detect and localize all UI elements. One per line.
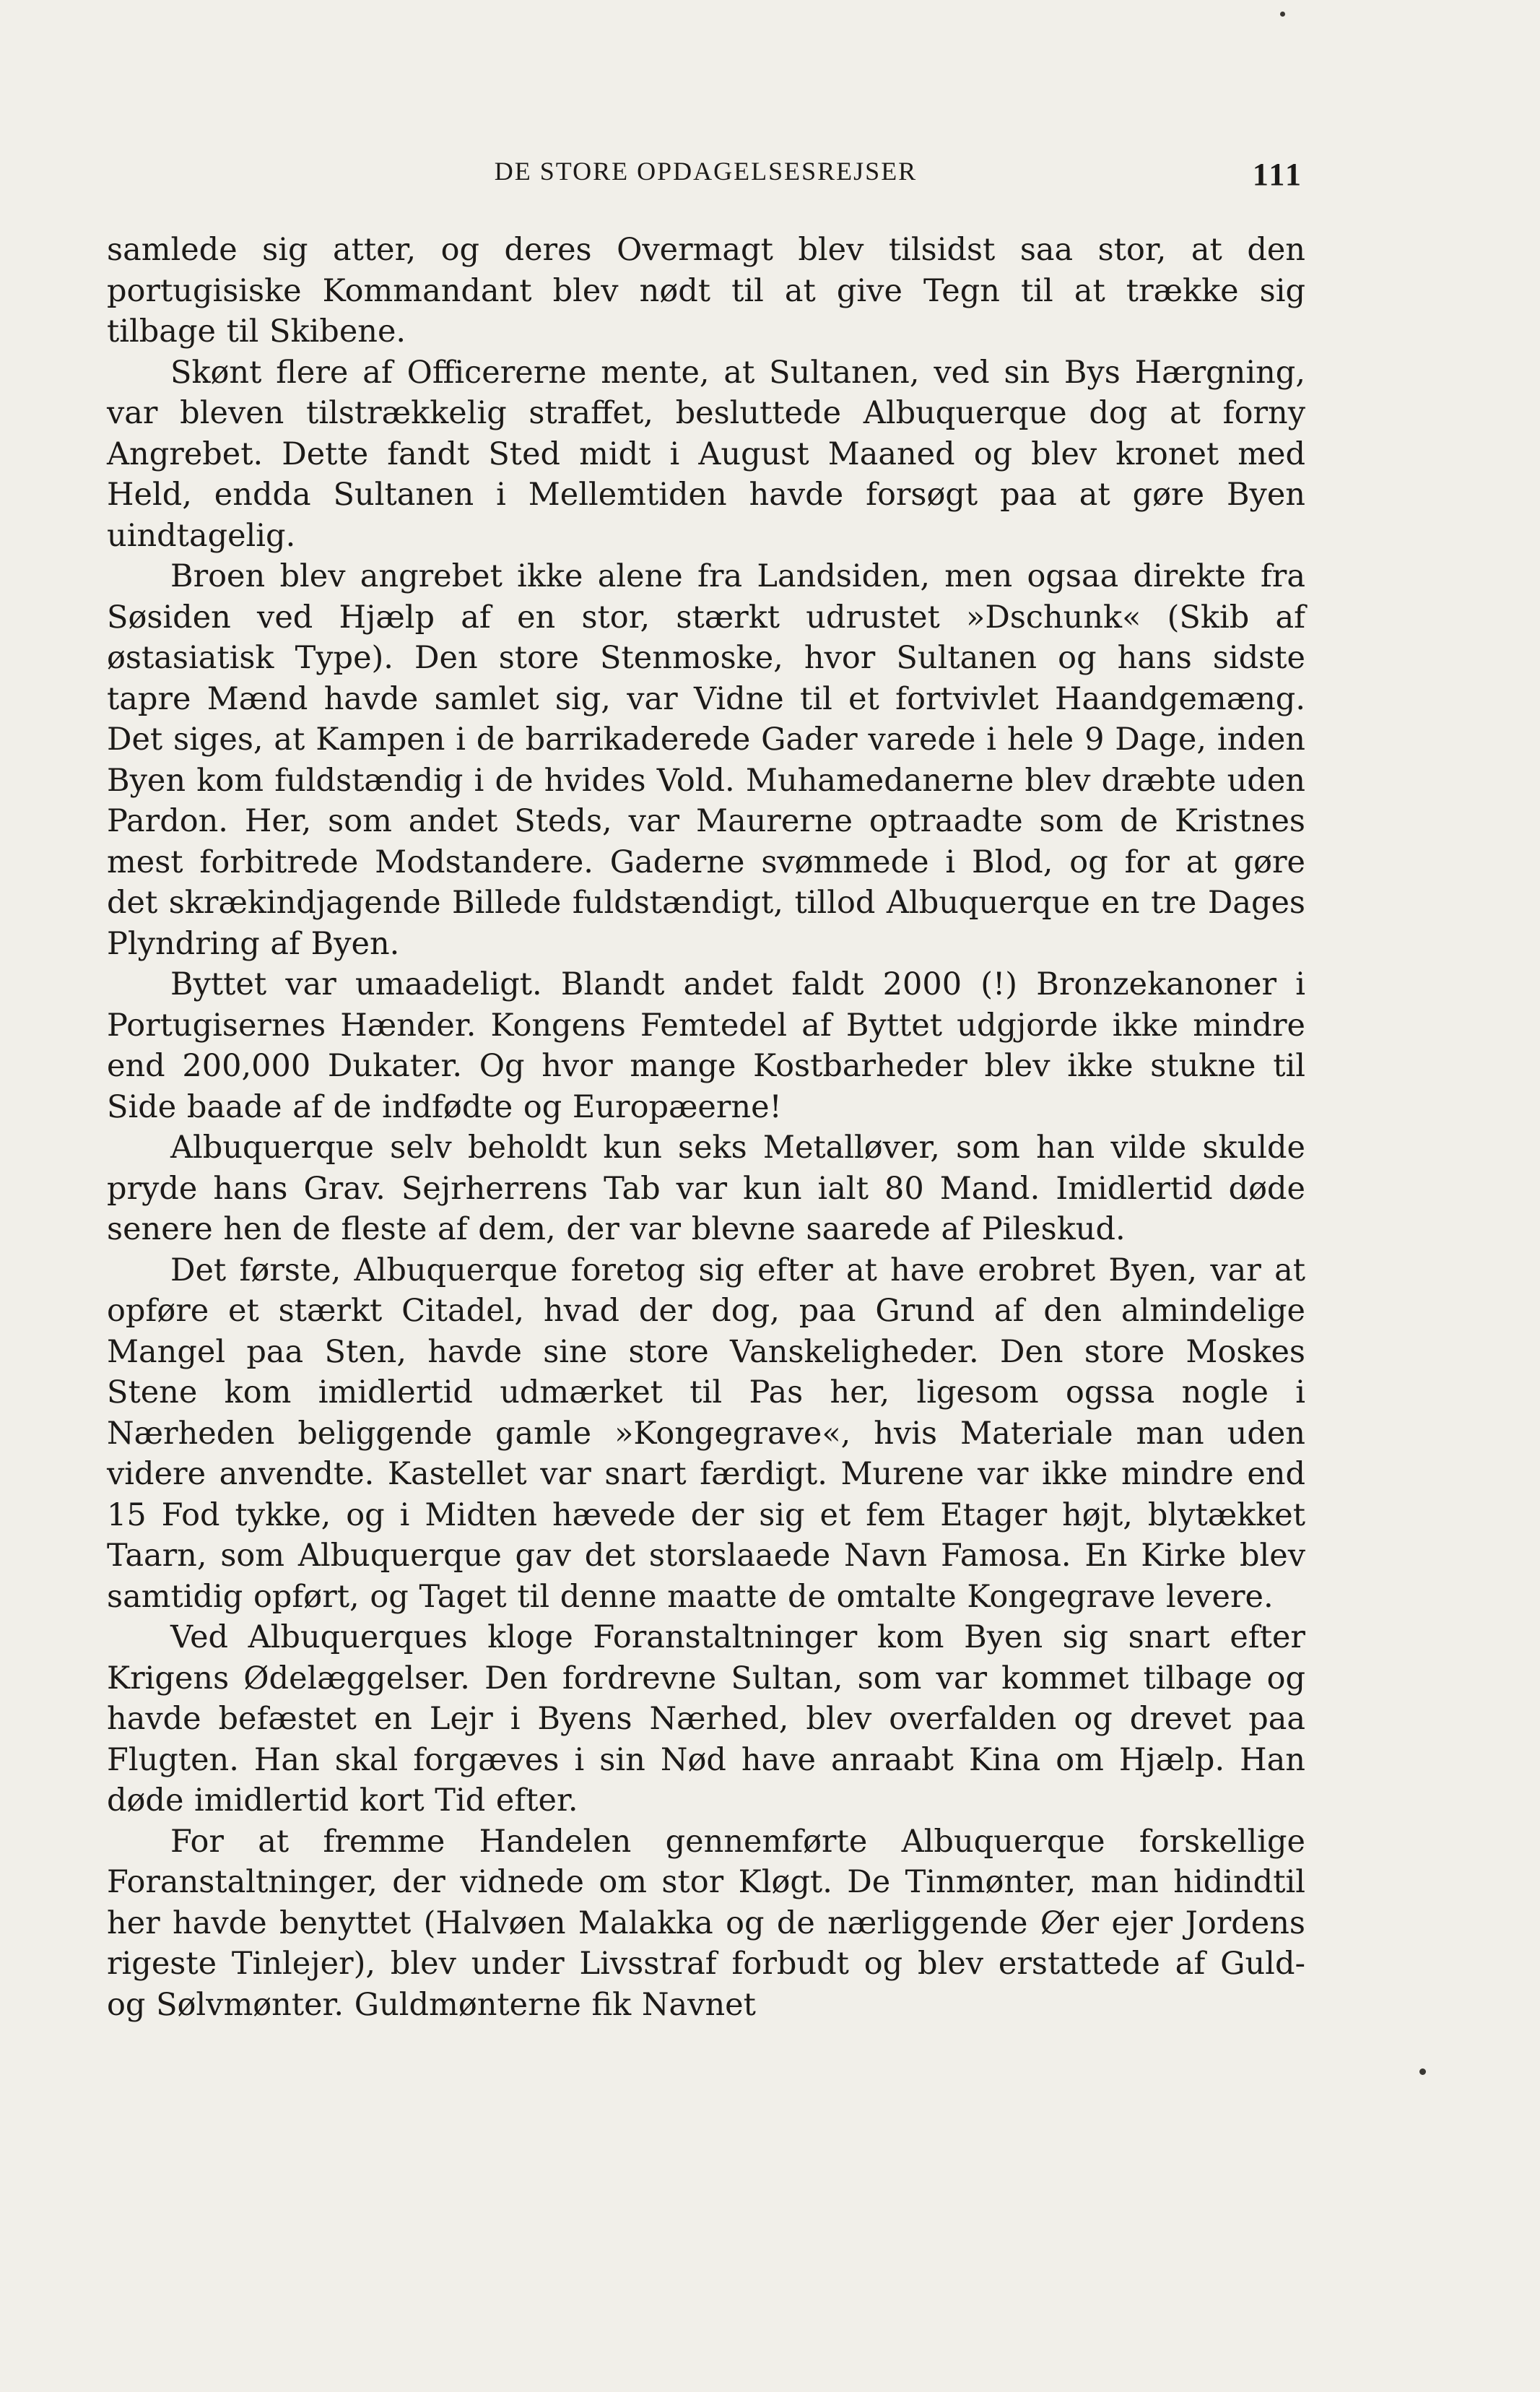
body-text bbox=[107, 230, 1305, 2025]
running-title: DE STORE OPDAGELSESREJSER bbox=[494, 157, 918, 186]
paragraph: For at fremme Handelen gennemførte Albuquerque forskellige Foranstaltninger, der vidnede om stor Kløgt. De Tinmønter, man hidindtil her havde benyttet (Halvøen Malakka og de nærliggende Øer ejer Jordens rigeste Tinlejer), blev under Livsstraf forbudt og blev erstattede af Guld- og Sølvmønter. Guldmønterne fik Navnet bbox=[107, 1823, 1305, 2023]
paragraph: Byttet var umaadeligt. Blandt andet faldt 2000 (!) Bronzekanoner i Portugisernes Hænder. Kongens Femtedel af Byttet udgjorde ikke mindre end 200,000 Dukater. Og hvor mange Kostbarheder blev ikke stukne til Side baade af de indfødte og Europæerne! bbox=[107, 966, 1305, 1125]
paragraph: Ved Albuquerques kloge Foranstaltninger kom Byen sig snart efter Krigens Ødelæggelser. Den fordrevne Sultan, som var kommet tilbage og havde befæstet en Lejr i Byens Nærhed, blev overfalden og drevet paa Flugten. Han skal forgæves i sin Nød have anraabt Kina om Hjælp. Han døde imidlertid kort Tid efter. bbox=[107, 1619, 1305, 1819]
print-speck bbox=[1280, 12, 1285, 17]
page-number: 111 bbox=[1252, 157, 1303, 192]
paragraph: Albuquerque selv beholdt kun seks Metalløver, som han vilde skulde pryde hans Grav. Sejrherrens Tab var kun ialt 80 Mand. Imidlertid døde senere hen de fleste af dem, der var blevne saarede af Pileskud. bbox=[107, 1130, 1305, 1247]
paragraph: Broen blev angrebet ikke alene fra Landsiden, men ogsaa direkte fra Søsiden ved Hjælp af en stor, stærkt udrustet »Dschunk« (Skib af østasiatisk Type). Den store Stenmoske, hvor Sultanen og hans sidste tapre Mænd havde samlet sig, var Vidne til et fortvivlet Haandgemæng. Det siges, at Kampen i de barrikaderede Gader varede i hele 9 Dage, inden Byen kom fuldstændig i de hvides Vold. Muhamedanerne blev dræbte uden Pardon. Her, som andet Steds, var Maurerne optraadte som de Kristnes mest forbitrede Modstandere. Gaderne svømmede i Blod, og for at gøre det skrækindjagende Billede fuldstændigt, tillod Albuquerque en tre Dages Plyndring af Byen. bbox=[107, 558, 1305, 962]
paragraph: Det første, Albuquerque foretog sig efter at have erobret Byen, var at opføre et stærkt Citadel, hvad der dog, paa Grund af den almindelige Mangel paa Sten, havde sine store Vanskeligheder. Den store Moskes Stene kom imidlertid udmærket til Pas her, ligesom ogssa nogle i Nærheden beliggende gamle »Kongegrave«, hvis Materiale man uden videre anvendte. Kastellet var snart færdigt. Murene var ikke mindre end 15 Fod tykke, og i Midten hævede der sig et fem Etager højt, blytækket Taarn, som Albuquerque gav det storslaaede Navn Famosa. En Kirke blev samtidig opført, og Taget til denne maatte de omtalte Kongegrave levere. bbox=[107, 1252, 1305, 1615]
running-header bbox=[108, 156, 1303, 199]
paragraph: samlede sig atter, og deres Overmagt blev tilsidst saa stor, at den portugisiske Kommandant blev nødt til at give Tegn til at trække sig tilbage til Skibene. bbox=[107, 232, 1305, 350]
paragraph: Skønt flere af Officererne mente, at Sultanen, ved sin Bys Hærgning, var bleven tilstrækkelig straffet, besluttede Albuquerque dog at forny Angrebet. Dette fandt Sted midt i August Maaned og blev kronet med Held, endda Sultanen i Mellemtiden havde forsøgt paa at gøre Byen uindtagelig. bbox=[107, 354, 1305, 554]
print-speck bbox=[1419, 2068, 1426, 2075]
